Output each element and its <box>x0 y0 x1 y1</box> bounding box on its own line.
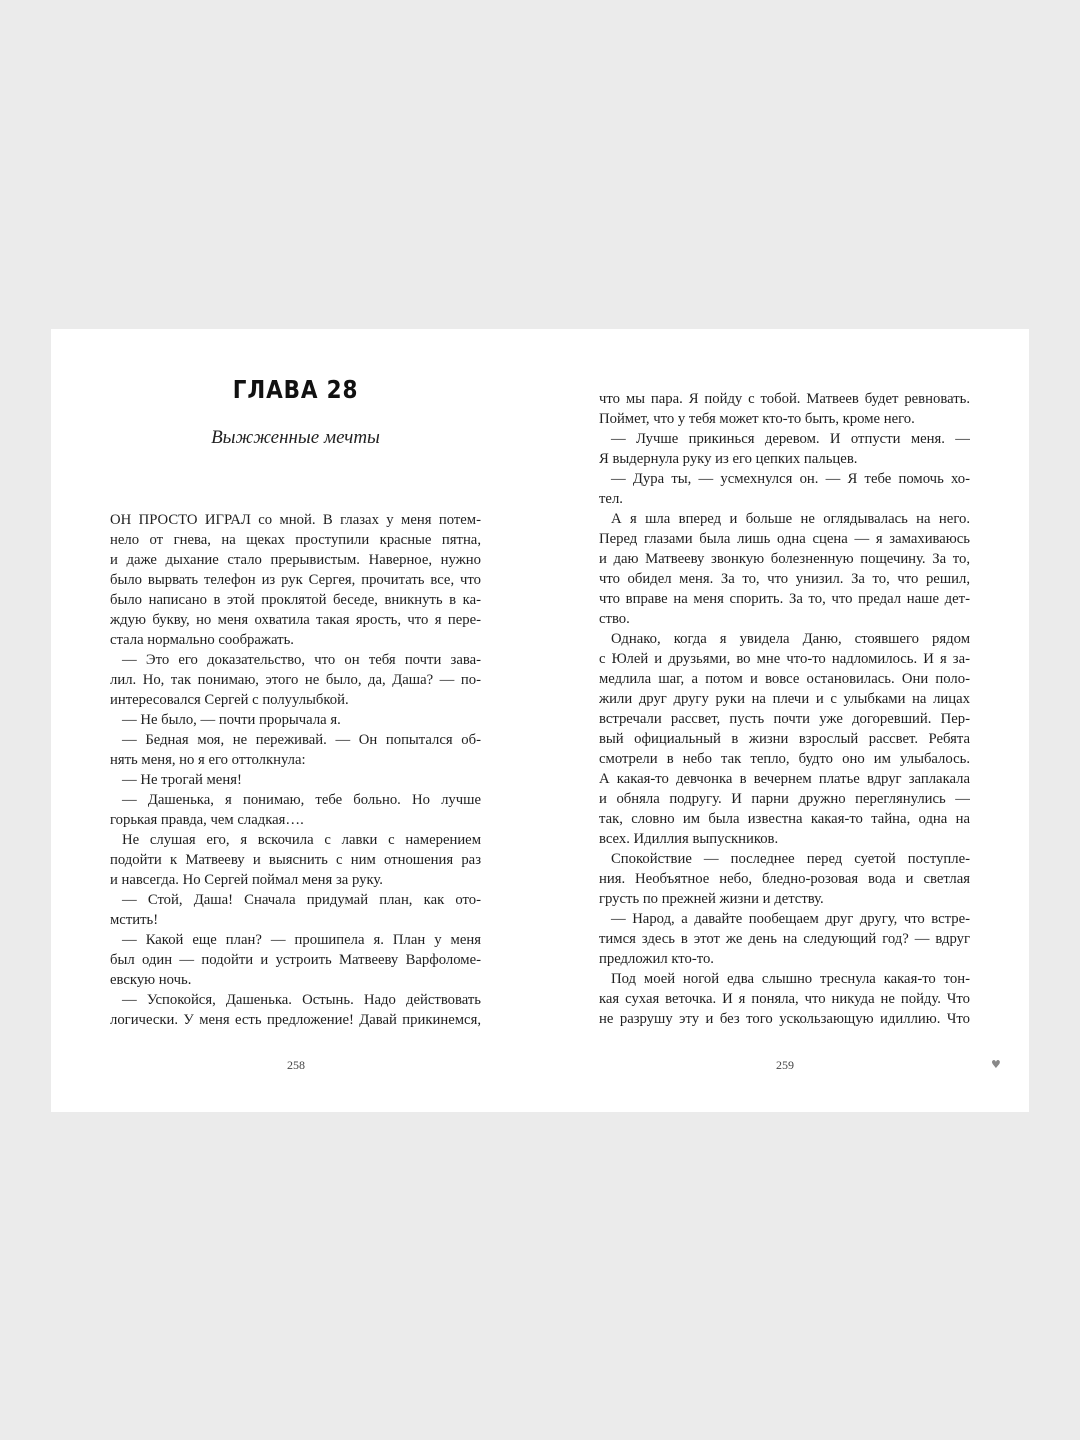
text-line: — Народ, а давайте пообещаем друг другу, что встре- <box>611 911 970 927</box>
text-line: что обидел меня. За то, что унизил. За то, что решил, <box>599 571 970 587</box>
text-line: было вырвать телефон из рук Сергея, прочитать все, что <box>110 572 481 588</box>
page-number: 258 <box>287 1058 305 1072</box>
text-line: — Не трогай меня! <box>122 772 242 788</box>
text-line: А я шла вперед и больше не оглядывалась на него. <box>611 511 970 527</box>
text-line: — Не было, — почти прорычала я. <box>122 712 341 728</box>
text-line: — Это его доказательство, что он тебя почти зава- <box>122 652 481 668</box>
text-line: что вправе на меня спорить. За то, что предал наше дет- <box>599 591 970 607</box>
text-line: лил. Но, так понимаю, этого не было, да, Даша? — по- <box>110 672 481 688</box>
page-number: 259 <box>776 1058 794 1072</box>
chapter-subtitle: Выжженные мечты <box>211 427 380 448</box>
text-line: стала нормально соображать. <box>110 632 294 648</box>
heart-icon: ♥ <box>991 1058 1001 1071</box>
text-line: Не слушая его, я вскочила с лавки с намерением <box>122 832 481 848</box>
text-line: смотрели в небо так тепло, будто оно им улыбалось. <box>599 751 970 767</box>
chapter-title: ГЛАВА 28 <box>232 375 359 404</box>
text-line: Я выдернула руку из его цепких пальцев. <box>599 451 858 467</box>
text-line: А какая-то девчонка в вечернем платье вдруг заплакала <box>599 771 970 787</box>
text-line: предложил кто-то. <box>599 951 714 967</box>
text-line: ство. <box>599 611 630 627</box>
text-line: — Бедная моя, не переживай. — Он попытался об- <box>122 732 481 748</box>
text-line: всех. Идиллия выпускников. <box>599 831 779 847</box>
text-line: грусть по прежней жизни и детству. <box>599 891 824 907</box>
text-line: нять меня, но я его оттолкнула: <box>110 752 306 768</box>
text-line: был один — подойти и устроить Матвееву Варфоломе- <box>110 952 481 968</box>
book-spread <box>51 329 1029 1112</box>
text-line: — Успокойся, Дашенька. Остынь. Надо действовать <box>122 992 481 1008</box>
text-line: ния. Необъятное небо, бледно-розовая вода и светлая <box>599 871 970 887</box>
text-line: Однако, когда я увидела Даню, стоявшего рядом <box>611 631 970 647</box>
text-line: медлила шаг, а потом и вовсе остановилась. Они поло- <box>599 671 970 687</box>
text-line: тимся здесь в этот же день на следующий год? — вдруг <box>599 931 970 947</box>
text-line: Под моей ногой едва слышно треснула какая-то тон- <box>611 971 970 987</box>
text-line: — Дашенька, я понимаю, тебе больно. Но лучше <box>122 792 481 808</box>
left-page <box>51 329 540 1112</box>
text-line: Поймет, что у тебя может кто-то быть, кроме него. <box>599 411 915 427</box>
text-line: что мы пара. Я пойду с тобой. Матвеев будет ревновать. <box>599 391 970 407</box>
text-line: Спокойствие — последнее перед суетой поступле- <box>611 851 970 867</box>
text-line: ждую букву, но меня охватила такая ярость, что я пере- <box>110 612 481 628</box>
text-line: кая сухая веточка. И я поняла, что никуда не пойду. Что <box>599 991 970 1007</box>
text-line: вый официальный в жизни взрослый рассвет. Ребята <box>599 731 970 747</box>
text-line: — Стой, Даша! Сначала придумай план, как ото- <box>122 892 481 908</box>
text-line: нело от гнева, на щеках проступили красные пятна, <box>110 532 481 548</box>
text-line: мстить! <box>110 912 159 928</box>
text-line: интересовался Сергей с полуулыбкой. <box>110 692 349 708</box>
text-line: и навсегда. Но Сергей поймал меня за руку. <box>110 872 383 888</box>
text-line: тел. <box>599 491 623 507</box>
text-line: так, словно им была известна какая-то тайна, одна на <box>599 811 970 827</box>
text-line: жили друг другу руки на плечи и с улыбками на лицах <box>599 691 970 707</box>
text-line: встречали рассвет, пусть почти уже догоревший. Пер- <box>599 711 970 727</box>
text-line: было написано в этой проклятой беседе, вникнуть в ка- <box>110 592 481 608</box>
text-line: не разрушу эту и без того ускользающую идиллию. Что <box>599 1011 970 1027</box>
text-line: и даю Матвееву звонкую болезненную пощечину. За то, <box>599 551 970 567</box>
left-page-text <box>110 510 481 1030</box>
text-line: подойти к Матвееву и выяснить с ним отношения раз <box>110 852 481 868</box>
text-line: ОН ПРОСТО ИГРАЛ со мной. В глазах у меня потем- <box>110 512 481 528</box>
text-line: горькая правда, чем сладкая…. <box>110 812 304 828</box>
right-page <box>540 329 1029 1112</box>
text-line: — Лучше прикинься деревом. И отпусти меня. — <box>611 431 970 447</box>
text-line: — Дура ты, — усмехнулся он. — Я тебе помочь хо- <box>611 471 970 487</box>
text-line: евскую ночь. <box>110 972 192 988</box>
text-line: с Юлей и друзьями, во мне что-то надломилось. И я за- <box>599 651 970 667</box>
text-line: Перед глазами была лишь одна сцена — я замахиваюсь <box>599 531 970 547</box>
text-line: — Какой еще план? — прошипела я. План у меня <box>122 932 481 948</box>
text-line: и обняла подругу. И парни дружно переглянулись — <box>599 791 970 807</box>
text-line: и даже дыхание стало прерывистым. Наверное, нужно <box>110 552 481 568</box>
text-line: логически. У меня есть предложение! Давай прикинемся, <box>110 1012 481 1028</box>
right-page-text <box>599 389 970 1029</box>
